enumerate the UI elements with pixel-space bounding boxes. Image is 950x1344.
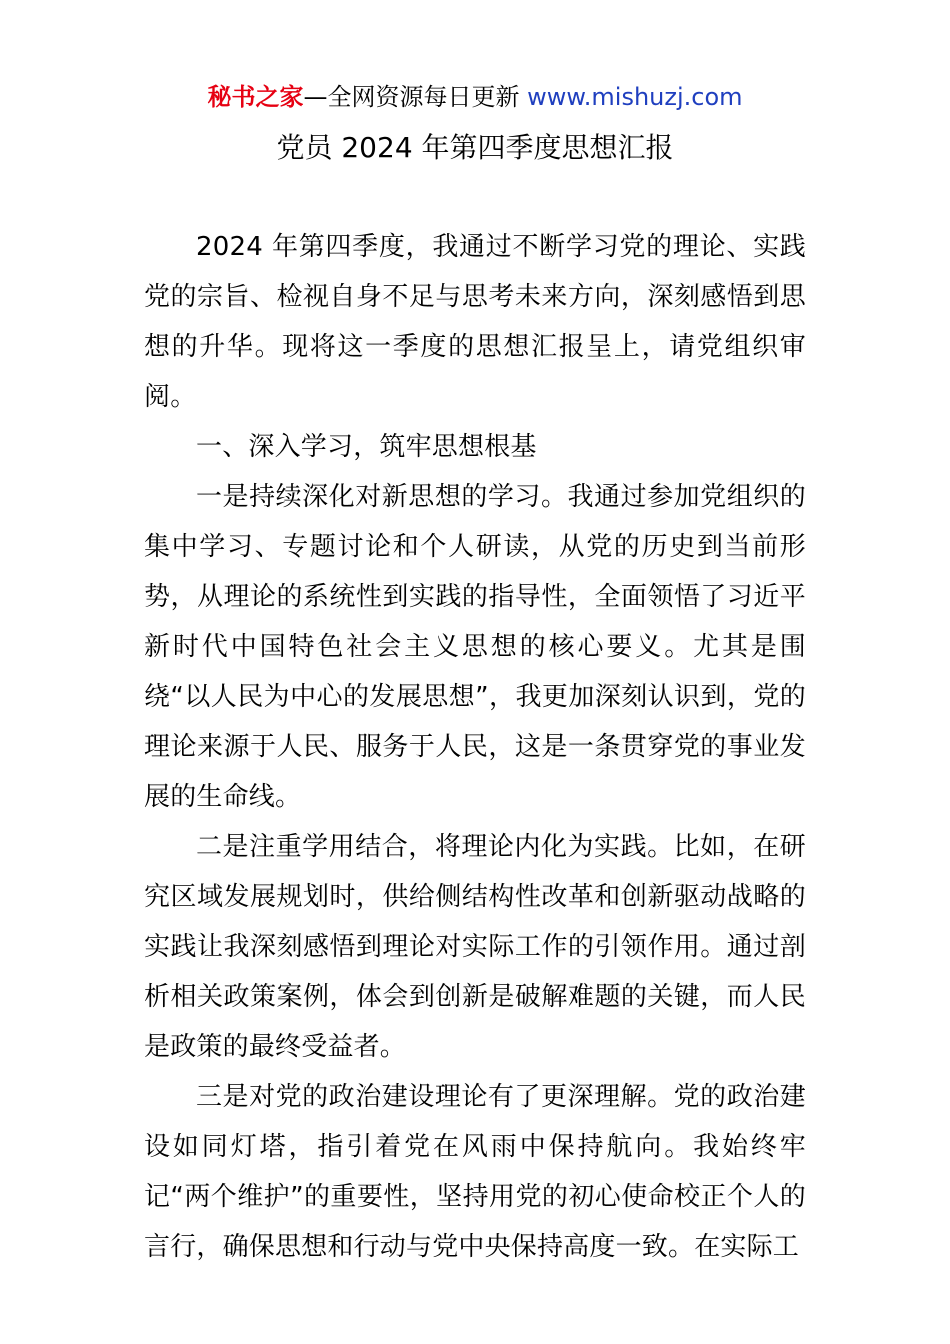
site-banner (0, 80, 950, 114)
paragraph-point-2: 二是注重学用结合，将理论内化为实践。比如，在研究区域发展规划时，供给侧结构性改革和创新驱动战略的实践让我深刻感悟到理论对实际工作的引领作用。通过剖析相关政策案例，体会到创新是破解难题的关键，而人民是政策的最终受益者。 (144, 832, 806, 1062)
paragraph-intro: 2024 年第四季度，我通过不断学习党的理论、实践党的宗旨、检视自身不足与思考未来方向，深刻感悟到思想的升华。现将这一季度的思想汇报呈上，请党组织审阅。 (144, 232, 806, 412)
document-title: 党员 2024 年第四季度思想汇报 (276, 131, 674, 164)
paragraph-point-1: 一是持续深化对新思想的学习。我通过参加党组织的集中学习、专题讨论和个人研读，从党的历史到当前形势，从理论的系统性到实践的指导性，全面领悟了习近平新时代中国特色社会主义思想的核心要义。尤其是围绕“以人民为中心的发展思想”，我更加深刻认识到，党的理论来源于人民、服务于人民，这是一条贯穿党的事业发展的生命线。 (144, 482, 806, 812)
site-tagline: —全网资源每日更新 (303, 83, 528, 111)
site-brand: 秘书之家 (207, 83, 304, 111)
site-url-link[interactable]: www.mishuzj.com (527, 83, 743, 111)
paragraph-point-3: 三是对党的政治建设理论有了更深理解。党的政治建设如同灯塔，指引着党在风雨中保持航向。我始终牢记“两个维护”的重要性，坚持用党的初心使命校正个人的言行，确保思想和行动与党中央保持高度一致。在实际工 (144, 1082, 806, 1262)
document-body (144, 222, 806, 1272)
section-heading: 一、深入学习，筑牢思想根基 (196, 432, 537, 462)
